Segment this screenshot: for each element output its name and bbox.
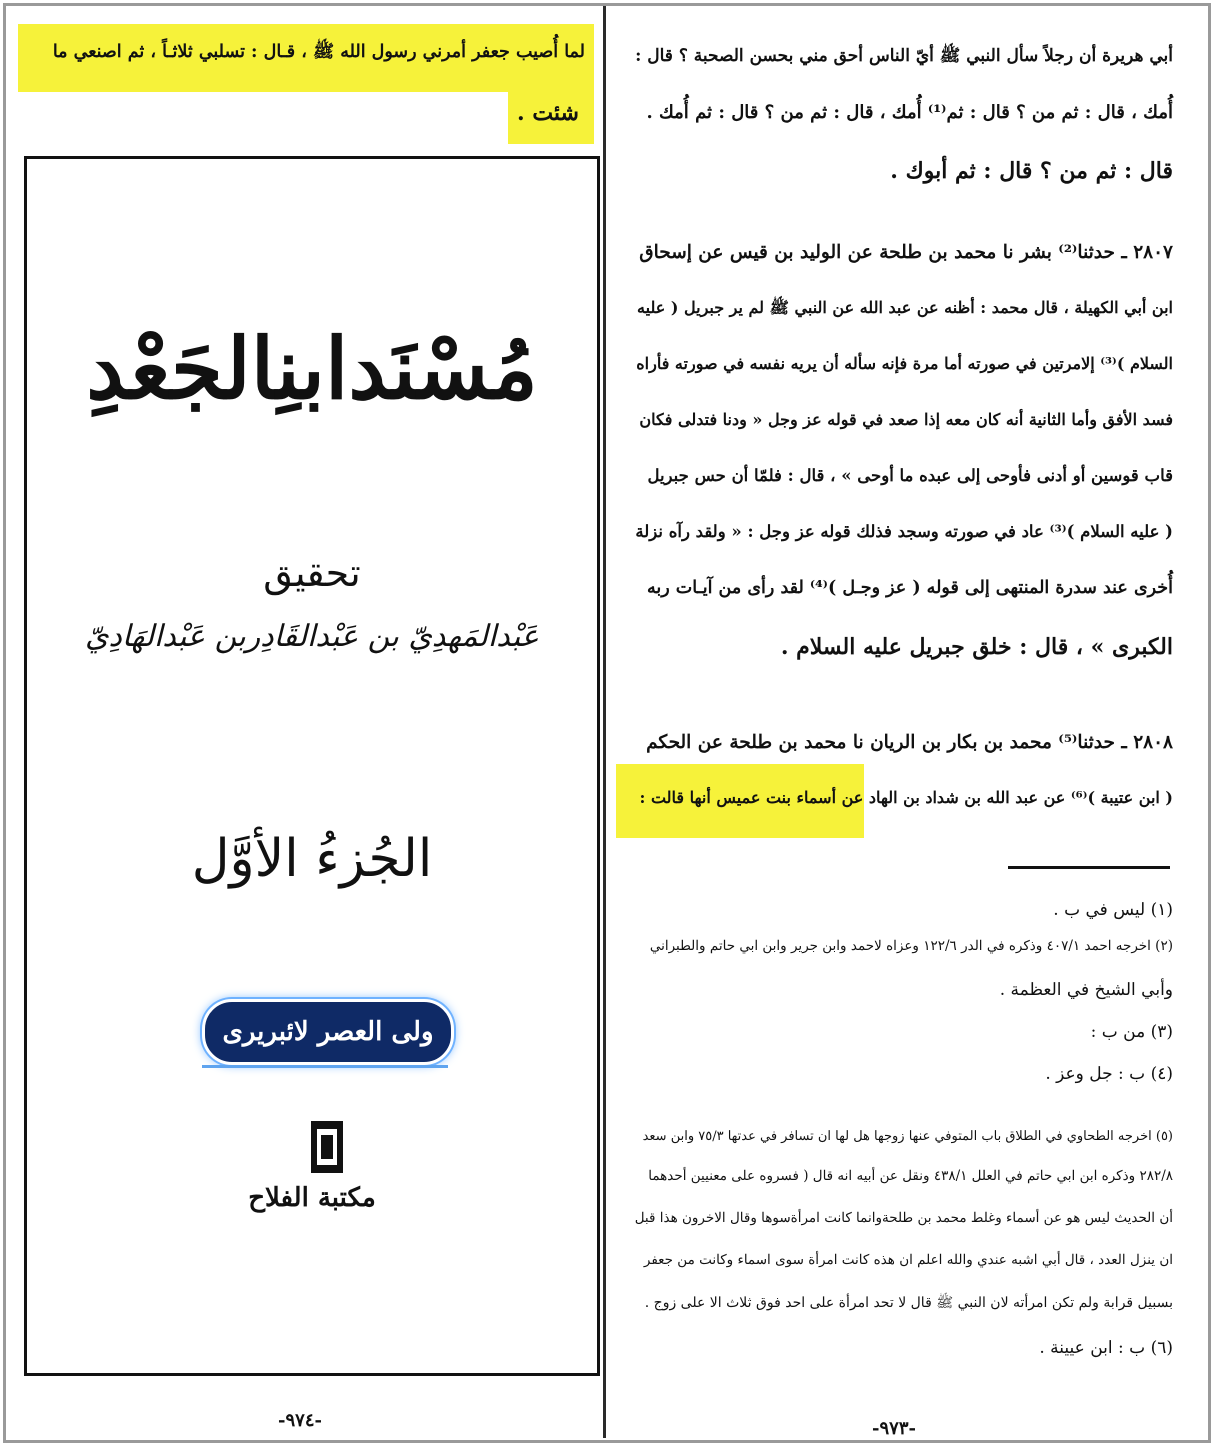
editor-name: عَبْدالمَهدِيّ بن عَبْدالقَادِربن عَبْدالهَادِيّ [85,619,539,654]
footnote-line: (٦) ب : ابن عيينة . [1039,1338,1173,1358]
body-text-line: أبي هريرة أن رجلاً سأل النبي ﷺ أيّ الناس أحق مني بحسن الصحبة ؟ قال : [635,46,1173,66]
body-text-line: السلام )⁽³⁾ إلامرتين في صورته أما مرة فإنه سأله أن يريه نفسه في صورته فأراه [636,354,1173,373]
footnote-line: ٢٨٢/٨ وذكره ابن ابي حاتم في العلل ٤٣٨/١ ونقل عن أبيه انه قال ( فسروه على معنيين أحدهما [648,1168,1173,1184]
editor-label: تحقيق [263,551,361,595]
logo-inner [321,1135,333,1159]
volume-label: الجُزءُ الأوَّل [191,829,433,889]
hadith-number-line: ٢٨٠٨ ـ حدثنا⁽⁵⁾ محمد بن بكار بن الريان نا محمد بن طلحة عن الحكم [646,732,1173,753]
footnote-line: وأبي الشيخ في العظمة . [999,980,1173,1000]
book-cover [24,156,600,1376]
body-text-line: الكبرى » ، قال : خلق جبريل عليه السلام . [780,634,1173,660]
footnote-line: (٤) ب : جل وعز . [1045,1064,1173,1084]
footnote-separator [1008,866,1170,869]
publisher-logo-icon [311,1121,343,1173]
footnote-line: أن الحديث ليس هو عن أسماء وغلط محمد بن طلحةوانما كانت امرأةسوها وقال الاخرون هذا قبل [634,1210,1173,1226]
badge-underline [202,1065,448,1068]
footnote-line: (٥) اخرجه الطحاوي في الطلاق باب المتوفي عنها زوجها هل لها ان تسافر في عدتها ٧٥/٣ وابن سعد [642,1129,1173,1144]
highlighted-text-line: لما أُصيب جعفر أمرني رسول الله ﷺ ، قـال : تسلبي ثلاثـاً ، ثم اصنعي ما [52,42,585,62]
body-text-line: ابن أبي الكهيلة ، قال محمد : أظنه عن عبد الله عن النبي ﷺ لم ير جبريل ( عليه [637,298,1173,317]
body-text-line: أُمك ، قال : ثم من ؟ قال : ثم⁽¹⁾ أُمك ، قال : ثم من ؟ قال : ثم أُمك . [646,102,1173,123]
library-watermark-badge: ولی العصر لائبریری (بادی) [202,999,454,1065]
body-text-line: أُخرى عند سدرة المنتهى إلى قوله ( عز وجـل )⁽⁴⁾ لقد رأى من آيـات ربه [647,578,1173,598]
body-text-line: قاب قوسين أو أدنى فأوحى إلى عبده ما أوحى » ، قال : فلمّا أن حس جبريل [647,466,1173,485]
footnote-line: (١) ليس في ب . [1053,900,1173,920]
footnote-line: (٣) من ب : [1090,1022,1173,1042]
highlighted-text-line: شئت . [517,100,579,126]
right-page [606,6,1205,1438]
body-text-line: فسد الأفق وأما الثانية أنه كان معه إذا صعد في قوله عز وجل « ودنا فتدلى فكان [639,410,1173,429]
book-title: مُسْنَدابنِالجَعْدِ [86,319,538,418]
footnote-line: (٢) اخرجه احمد ٤٠٧/١ وذكره في الدر ١٢٢/٦ وعزاه لاحمد وابن جرير وابن ابي حاتم والطبراني [649,938,1173,954]
body-text-line: قال : ثم من ؟ قال : ثم أبوك . [890,158,1173,184]
body-text-line: ( ابن عتيبة )⁽⁶⁾ عن عبد الله بن شداد بن الهاد عن أسماء بنت عميس أنها قالت : [639,788,1173,807]
footnote-line: ان ينزل العدد ، قال أبي اشبه عندي والله اعلم ان هذه كانت امرأة سوى اسماء وكانت من جعفر [643,1252,1173,1268]
left-page [6,6,603,1438]
body-text-line: ( عليه السلام )⁽³⁾ عاد في صورته وسجد فذلك قوله عز وجل : « ولقد رآه نزلة [635,522,1173,541]
publisher-name: مكتبة الفلاح [248,1183,376,1213]
footnote-line: بسبيل قرابة ولم تكن امرأته لان النبي ﷺ قال لا تحد امرأة على احد فوق ثلاث الا على زوج . [644,1295,1173,1311]
page-number-left: -٩٧٤- [278,1410,322,1431]
hadith-number-line: ٢٨٠٧ ـ حدثنا⁽²⁾ بشر نا محمد بن طلحة عن الوليد بن قيس عن إسحاق [639,242,1173,263]
page-number-right: -٩٧٣- [872,1418,916,1439]
